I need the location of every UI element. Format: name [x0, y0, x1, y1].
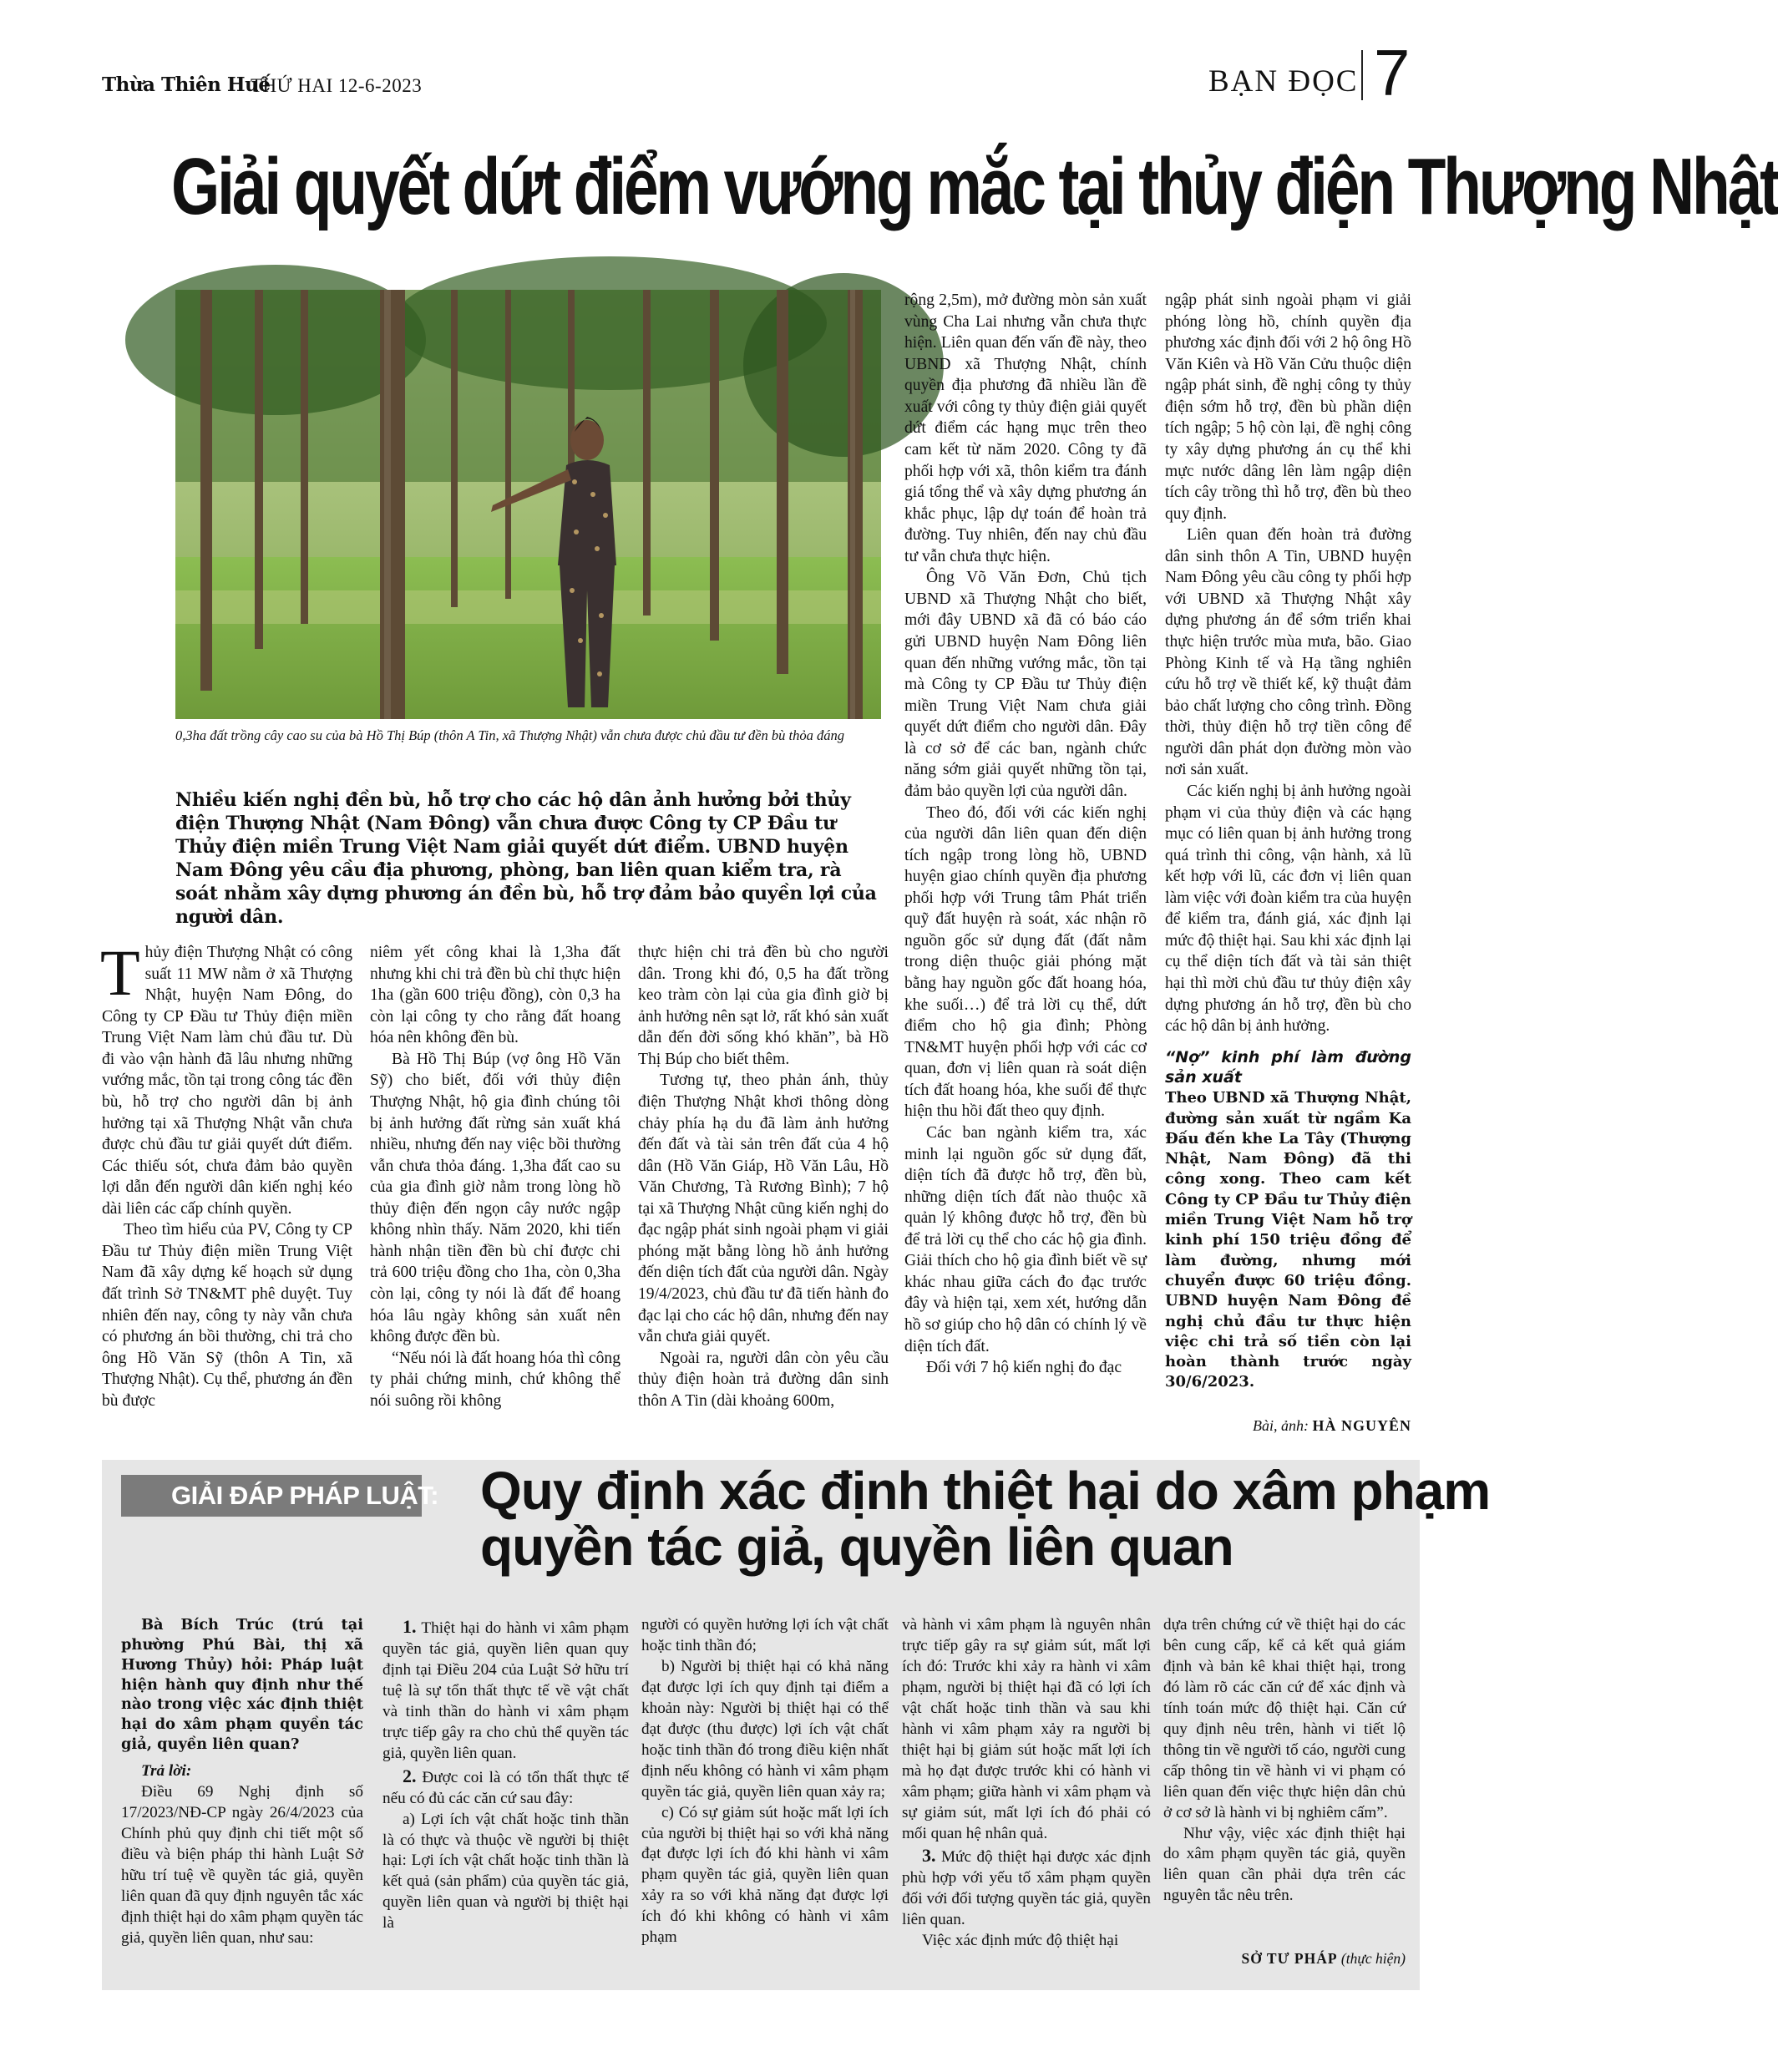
photo-caption: 0,3ha đất trồng cây cao su của bà Hồ Thị Búp (thôn A Tin, xã Thượng Nhật) vẫn chưa được chủ đầu tư đền bù thỏa đáng	[175, 727, 844, 743]
paragraph: Điều 69 Nghị định số 17/2023/NĐ-CP ngày 26/4/2023 của Chính phủ quy định chi tiết một số điều và biện pháp thi hành Luật Sở hữu trí tuệ về quyền tác giả, quyền liên quan đã quy định nguyên tắc xác định thiệt hại do xâm phạm quyền tác giả, quyền liên quan, như sau:	[121, 1782, 363, 1947]
paragraph: Theo đó, đối với các kiến nghị của người dân liên quan đến diện tích ngập trong lòng hồ, UBND huyện giao chính quyền địa phương phối hợp với Trung tâm Phát triển quỹ đất huyện rà soát, xác nhận rõ nguồn gốc sử dụng đất (đất nằm trong diện thuộc giải phóng mặt bằng hay nguồn gốc đất hoang hóa, khe suối…) để trả lời cụ thể, dứt điểm cho hộ gia đình; Phòng TN&MT huyện phối hợp với các cơ quan, đơn vị liên quan rà soát diện tích đất hoang hóa, khe suối để thực hiện thu hồi đất theo quy định.	[904, 803, 1147, 1121]
sidebar-box-body: Theo UBND xã Thượng Nhật, đường sản xuất từ ngầm Ka Đấu đến khe La Tây (Thượng Nhật, Nam Đông) đã thi công xong. Theo cam kết Công ty CP Đầu tư Thủy điện miền Trung Việt Nam hỗ trợ kinh phí 150 triệu đồng để làm đường, nhưng mới chuyển được 60 triệu đồng. UBND huyện Nam Đông đề nghị chủ đầu tư thực hiện việc chi trả số tiền còn lại hoàn thành trước ngày 30/6/2023.	[1165, 1089, 1411, 1391]
article-column-5	[1165, 290, 1411, 1393]
paragraph: c) Có sự giảm sút hoặc mất lợi ích của người bị thiệt hại so với khả năng đạt được lợi ích đó khi hành vi xâm phạm quyền tác giả, quyền liên quan xảy ra so với khả năng đạt được lợi ích đó khi không có hành vi xâm phạm	[641, 1803, 889, 1947]
paragraph: Theo tìm hiểu của PV, Công ty CP Đầu tư Thủy điện miền Trung Việt Nam đã xây dựng kế hoạch sử dụng đất trình Sở TN&MT phê duyệt. Tuy nhiên đến nay, công ty này vẫn chưa có phương án bồi thường, chi trả cho ông Hồ Văn Sỹ (thôn A Tin, xã Thượng Nhật). Cụ thể, phương án đền bù được	[102, 1221, 352, 1410]
paragraph: Bà Hồ Thị Búp (vợ ông Hồ Văn Sỹ) cho biết, đối với thủy điện Thượng Nhật, hộ gia đình chúng tôi bị ảnh hưởng đất rừng sản xuất khá nhiều, nhưng đến nay việc bồi thường vẫn chưa thỏa đáng. 1,3ha đất cao su của gia đình giờ nằm trong lòng hồ thủy điện đến ngọn cây nước ngập không nhìn thấy. Năm 2020, khi tiến hành nhận tiền đền bù chỉ được chi trả 600 triệu đồng cho 1ha, còn 0,3ha còn lại, công ty nói là đất để hoang hóa lâu ngày không sản xuất nên không được đền bù.	[370, 1050, 621, 1346]
paragraph: b) Người bị thiệt hại có khả năng đạt được lợi ích quy định tại điểm a khoản này: Người bị thiệt hại có thể đạt được (thu được) lợi ích vật chất hoặc tinh thần đó trong điều kiện nhất định nếu không có hành vi xâm phạm quyền tác giả, quyền liên quan xảy ra;	[641, 1657, 889, 1801]
dropcap: T	[100, 936, 140, 1009]
article-column-2	[370, 942, 621, 1411]
paragraph: Các kiến nghị bị ảnh hưởng ngoài phạm vi của thủy điện và các hạng mục có liên quan bị ảnh hưởng trong quá trình thi công, vận hành, xả lũ kết hợp với lũ, các đơn vị liên quan làm việc với đoàn kiểm tra của huyện để kiểm tra, đánh giá, xác định lại mức độ thiệt hại. Sau khi xác định lại cụ thể diện tích đất và tài sản thiệt hại thì mời chủ đầu tư thủy điện xây dựng phương án hỗ trợ, đền bù cho các hộ dân bị ảnh hưởng.	[1165, 782, 1411, 1036]
article-column-1	[100, 936, 352, 1411]
paragraph: Thủy điện Thượng Nhật có công suất 11 MW nằm ở xã Thượng Nhật, huyện Nam Đông, do Công ty CP Đầu tư Thủy điện miền Trung Việt Nam làm chủ đầu tư. Dù đi vào vận hành đã lâu nhưng những vướng mắc, tồn tại trong công tác đền bù, hỗ trợ cho người dân bị ảnh hưởng tại xã Thượng Nhật vẫn chưa được chủ đầu tư giải quyết dứt điểm. Các thiếu sót, chưa đảm bảo quyền lợi dẫn đến người dân kiến nghị kéo dài liên các cấp chính quyền.	[100, 936, 352, 1218]
paragraph: ngập phát sinh ngoài phạm vi giải phóng lòng hồ, chính quyền địa phương xác định đối với 2 hộ ông Hồ Văn Kiên và Hồ Văn Cửu thuộc diện ngập phát sinh, đề nghị công ty thủy điện sớm hỗ trợ, đền bù phần diện tích ngập; 5 hộ còn lại, đề nghị công ty xây dựng phương án cụ thể khi mực nước dâng lên làm ngập diện tích cây trồng thì hỗ trợ, đền bù theo quy định.	[1165, 291, 1411, 523]
paragraph: Ngoài ra, người dân còn yêu cầu thủy điện hoàn trả đường dân sinh thôn A Tin (dài khoảng 600m,	[638, 1349, 889, 1410]
article-byline: Bài, ảnh: HÀ NGUYÊN	[1252, 1417, 1411, 1434]
legal-column-5	[1163, 1615, 1406, 1907]
legal-column-1	[121, 1615, 363, 1948]
paragraph: a) Lợi ích vật chất hoặc tinh thần là có thực và thuộc về người bị thiệt hại: Lợi ích vật chất hoặc tinh thần là kết quả (sản phẩm) của quyền tác giả, quyền liên quan và người bị thiệt hại là	[382, 1810, 629, 1933]
paragraph: 1. Thiệt hại do hành vi xâm phạm quyền tác giả, quyền liên quan quy định tại Điều 204 của Luật Sở hữu trí tuệ là sự tổn thất thực tế về vật chất và tinh thần do hành vi xâm phạm trực tiếp gây ra cho chủ thể quyền tác giả, quyền liên quan.	[382, 1616, 629, 1762]
legal-column-3	[641, 1615, 889, 1948]
paragraph: rộng 2,5m), mở đường mòn sản xuất vùng Cha Lai nhưng vẫn chưa thực hiện. Liên quan đến vấn đề này, theo UBND xã Thượng Nhật, chính quyền địa phương đã nhiều lần đề xuất với công ty thủy điện giải quyết dứt điểm các hạng mục trên theo cam kết từ năm 2020. Công ty đã phối hợp với xã, thôn kiểm tra đánh giá tổng thể và xây dựng phương án khắc phục, lập dự toán để hoàn trả đường. Tuy nhiên, đến nay chủ đầu tư vẫn chưa thực hiện.	[904, 291, 1147, 565]
legal-column-2	[382, 1615, 629, 1934]
paragraph: Liên quan đến hoàn trả đường dân sinh thôn A Tin, UBND huyện Nam Đông yêu cầu công ty phối hợp với UBND xã Thượng Nhật xây dựng phương án để sớm triển khai thực hiện trước mùa mưa, bão. Giao Phòng Kinh tế và Hạ tầng nghiên cứu hỗ trợ về thiết kế, kỹ thuật đảm bảo chất lượng cho công trình. Đồng thời, thủy điện hỗ trợ tiền công để người dân phát dọn đường mòn vào nơi sản xuất.	[1165, 526, 1411, 779]
legal-headline: Quy định xác định thiệt hại do xâm phạm quyền tác giả, quyền liên quan	[480, 1461, 1491, 1578]
section-divider	[1361, 50, 1363, 100]
forest-illustration	[175, 290, 881, 719]
legal-section-tag: GIẢI ĐÁP PHÁP LUẬT:	[121, 1475, 422, 1517]
paragraph: Các ban ngành kiểm tra, xác minh lại nguồn gốc sử dụng đất, diện tích đã được hỗ trợ, đền bù, những diện tích đất nào thuộc xã quản lý không được hỗ trợ, đền bù để trả lời cụ thể cho các hộ gia đình. Giải thích cho hộ gia đình biết về sự khác nhau giữa cách đo đạc trước đây và hiện tại, xem xét, hướng dẫn hồ sơ giúp cho hộ dân có chính lý về diện tích đất.	[904, 1123, 1147, 1355]
legal-byline: SỞ TƯ PHÁP (thực hiện)	[1241, 1950, 1406, 1967]
article-column-4	[904, 290, 1147, 1379]
paragraph: dựa trên chứng cứ về thiệt hại do các bên cung cấp, kể cả kết quả giám định và bản kê khai thiệt hại, trong đó làm rõ các căn cứ để xác định và tính toán mức độ thiệt hại. Căn cứ quy định nêu trên, hành vi tiết lộ thông tin về người tố cáo, người cung cấp thông tin về hành vi vi phạm có liên quan đến việc thực hiện dân chủ ở cơ sở là hành vi bị nghiêm cấm”.	[1163, 1616, 1406, 1821]
answer-label: Trả lời:	[141, 1761, 192, 1780]
article-headline: Giải quyết dứt điểm vướng mắc tại thủy điện Thượng Nhật	[171, 142, 1778, 231]
paragraph: Ông Võ Văn Đơn, Chủ tịch UBND xã Thượng Nhật cho biết, mới đây UBND xã đã có báo cáo gửi UBND huyện Nam Đông liên quan đến những vướng mắc, tồn tại mà Công ty CP Đầu tư Thủy điện miền Trung Việt Nam chưa giải quyết dứt điểm cho người dân. Đây là cơ sở để các ban, ngành chức năng sớm giải quyết những tồn tại, đảm bảo quyền lợi của người dân.	[904, 569, 1147, 800]
paragraph: 2. Được coi là có tổn thất thực tế nếu có đủ các căn cứ sau đây:	[382, 1765, 630, 1807]
paragraph: Tương tự, theo phản ánh, thủy điện Thượng Nhật khơi thông dòng chảy phía hạ du đã làm ảnh hưởng đến đất và tài sản trên đất của 4 hộ dân (Hồ Văn Giáp, Hồ Văn Lâu, Hồ Văn Chương, Tà Rương Bình); 7 hộ tại xã Thượng Nhật cũng kiến nghị do đạc ngập phát sinh ngoài phạm vi giải phóng mặt bằng lòng hồ ảnh hưởng đến diện tích đất của người dân. Ngày 19/4/2023, chủ đầu tư đã tiến hành đo đạc lại cho các hộ dân, nhưng đến nay vẫn chưa giải quyết.	[638, 1071, 889, 1346]
paragraph: Đối với 7 hộ kiến nghị đo đạc	[926, 1359, 1122, 1377]
paragraph: 3. Mức độ thiệt hại được xác định phù hợp với yếu tố xâm phạm quyền đối với đối tượng quyền tác giả, quyền liên quan.	[902, 1845, 1151, 1929]
paragraph: Như vậy, việc xác định thiệt hại do xâm phạm quyền tác giả, quyền liên quan cần phải dựa trên các nguyên tắc nêu trên.	[1163, 1824, 1406, 1905]
paragraph: thực hiện chi trả đền bù cho người dân. Trong khi đó, 0,5 ha đất trồng keo tràm còn lại của gia đình giờ bị ảnh hưởng nên sạt lở, rất khó sản xuất dẫn đến đời sống khó khăn”, bà Hồ Thị Búp cho biết thêm.	[638, 944, 889, 1068]
article-lead: Nhiều kiến nghị đền bù, hỗ trợ cho các hộ dân ảnh hưởng bởi thủy điện Thượng Nhật (Nam Đông) vẫn chưa được Công ty CP Đầu tư Thủy điện miền Trung Việt Nam giải quyết dứt điểm. UBND huyện Nam Đông yêu cầu địa phương, phòng, ban liên quan kiểm tra, rà soát nhằm xây dựng phương án đền bù, hỗ trợ đảm bảo quyền lợi của người dân.	[175, 789, 877, 928]
legal-column-4	[902, 1615, 1151, 1952]
article-photo	[175, 290, 881, 719]
issue-date: THỨ HAI 12-6-2023	[251, 75, 423, 96]
reader-question: Bà Bích Trúc (trú tại phường Phú Bài, thị xã Hương Thủy) hỏi: Pháp luật hiện hành quy định như thế nào trong việc xác định thiệt hại do xâm phạm quyền tác giả, quyền liên quan?	[121, 1616, 363, 1754]
paragraph: Việc xác định mức độ thiệt hại	[922, 1932, 1119, 1950]
paragraph: và hành vi xâm phạm là nguyên nhân trực tiếp gây ra sự giảm sút, mất lợi ích đó: Trước khi xảy ra hành vi xâm phạm, người bị thiệt hại đã có lợi ích vật chất hoặc tinh thần và sau khi hành vi xâm phạm xảy ra người bị thiệt hại bị giảm sút hoặc mất lợi ích mà họ đạt được trước khi có hành vi xâm phạm; giữa hành vi xâm phạm và sự giảm sút, mất lợi ích đó phải có mối quan hệ nhân quả.	[902, 1616, 1151, 1842]
paragraph: niêm yết công khai là 1,3ha đất nhưng khi chi trả đền bù chỉ thực hiện 1ha (gần 600 triệu đồng), còn 0,3 ha còn lại công ty cho rằng đất hoang hóa nên không đền bù.	[370, 944, 621, 1047]
article-column-3	[638, 942, 889, 1411]
section-name: BẠN ĐỌC	[1208, 64, 1359, 99]
paragraph: người có quyền hưởng lợi ích vật chất hoặc tinh thần đó;	[641, 1616, 889, 1654]
masthead: Thừa Thiên Huế	[102, 73, 271, 96]
sidebar-box-title: “Nợ” kinh phí làm đường sản xuất	[1165, 1047, 1411, 1087]
paragraph: “Nếu nói là đất hoang hóa thì công ty phải chứng minh, chứ không thể nói suông rồi không	[370, 1349, 621, 1410]
page-number: 7	[1374, 36, 1411, 109]
